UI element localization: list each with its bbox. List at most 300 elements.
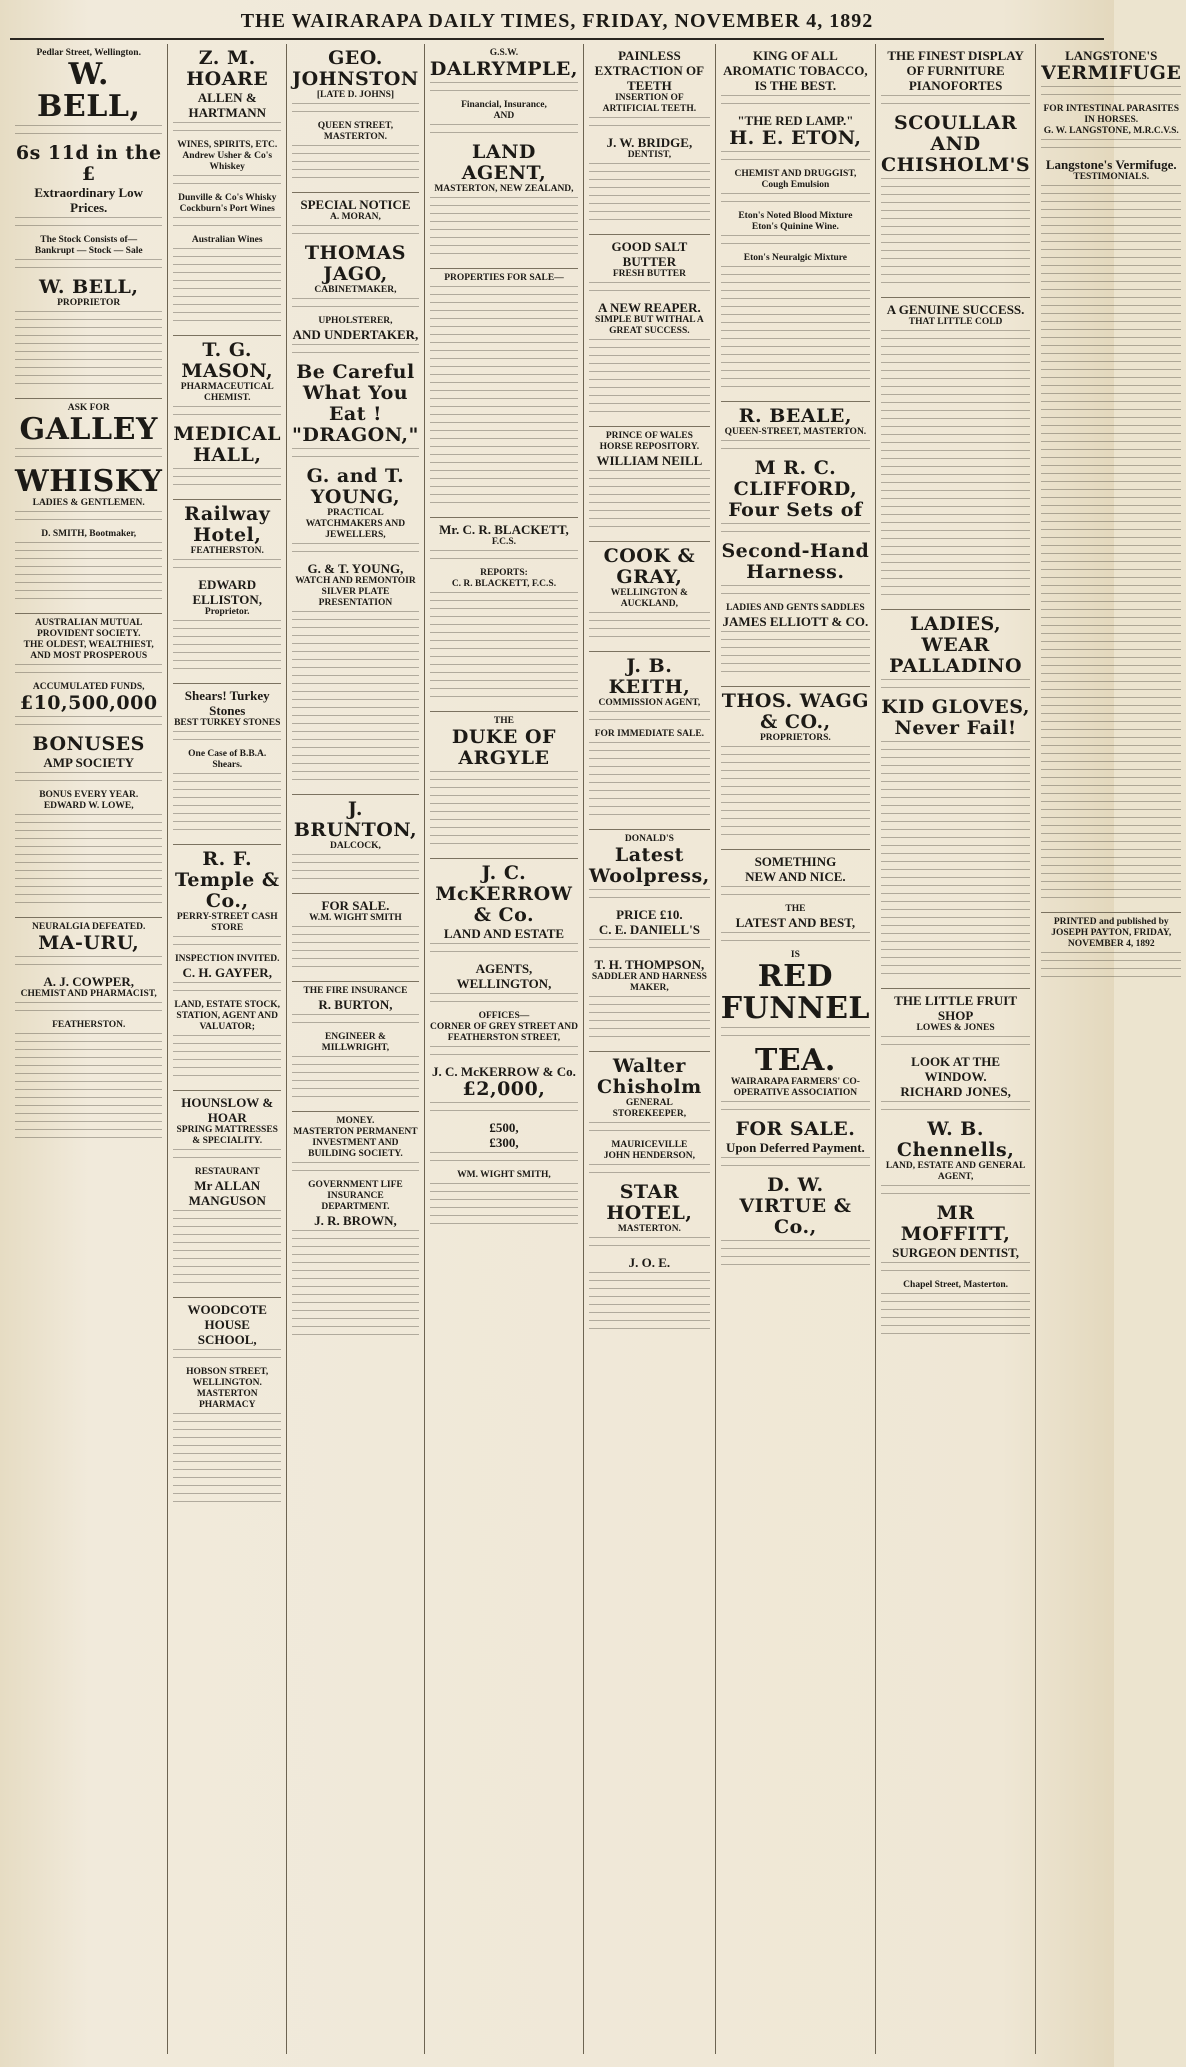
ad-line: PHARMACEUTICAL CHEMIST. <box>180 382 274 403</box>
ad-line: PROPRIETOR <box>57 298 121 308</box>
ad-line: GALLEY <box>19 412 158 447</box>
ad-line: £300, <box>489 1135 519 1150</box>
ad-line: 6s 11d in the £ <box>15 142 162 185</box>
body-text-lines <box>173 1210 281 1290</box>
body-text-lines <box>292 1230 419 1342</box>
ad-line: MASTERTON. <box>617 1224 681 1234</box>
ad-line: THE FIRE INSURANCE <box>303 986 408 996</box>
body-text-lines <box>430 124 578 140</box>
ad-line: PALLADINO <box>889 655 1023 677</box>
ad-line: D. SMITH, Bootmaker, <box>41 529 137 539</box>
ad-line: IS THE BEST. <box>754 78 837 93</box>
body-text-lines <box>173 122 281 138</box>
ad-line: W. BELL, <box>37 57 141 124</box>
ad-line: KID GLOVES, <box>881 696 1030 718</box>
ad-line: MAURICEVILLE <box>611 1140 688 1150</box>
ad-line: COMMISSION AGENT, <box>598 698 701 708</box>
body-text-lines <box>430 943 578 959</box>
ad-line: MASTERTON PHARMACY <box>196 1389 258 1410</box>
body-text-lines <box>721 585 870 601</box>
body-text-lines <box>15 1002 162 1018</box>
ad-line: Mr. C. R. BLACKETT, <box>439 522 569 537</box>
ad-line: LAND, ESTATE AND GENERAL AGENT, <box>885 1161 1026 1182</box>
ad-line: F.C.S. <box>491 537 517 547</box>
advertisement <box>881 989 1030 1348</box>
body-text-lines <box>721 235 870 251</box>
ad-line: Eton's Neuralgic Mixture <box>743 253 848 263</box>
column-6 <box>715 44 875 2054</box>
body-text-lines <box>15 259 162 275</box>
ad-line: AND <box>493 111 515 121</box>
ad-line: J. C. McKERROW & Co. <box>432 1064 576 1079</box>
ad-line: A NEW REAPER. <box>598 300 701 315</box>
advertisement <box>292 1112 419 1349</box>
advertisement <box>430 859 578 1238</box>
ad-line: Cough Emulsion <box>761 180 830 190</box>
body-text-lines <box>430 592 578 704</box>
ad-line: KING OF ALL AROMATIC TOBACCO, <box>723 48 868 78</box>
ad-line: OFFICES— <box>478 1011 530 1021</box>
body-text-lines <box>292 145 419 185</box>
advertisement <box>173 1298 281 1516</box>
ad-line: £10,500,000 <box>19 692 158 714</box>
ad-line: TESTIMONIALS. <box>1073 172 1150 182</box>
body-text-lines <box>173 1149 281 1165</box>
advertisement <box>430 518 578 712</box>
ad-line: WELLINGTON, <box>456 976 552 991</box>
ad-line: D. W. VIRTUE & Co., <box>739 1174 852 1238</box>
advertisement <box>881 298 1030 610</box>
body-text-lines <box>721 193 870 209</box>
ad-line: Australian Wines <box>191 235 263 245</box>
advertisement <box>881 44 1030 298</box>
ad-line: FOR IMMEDIATE SALE. <box>594 729 705 739</box>
body-text-lines <box>881 1293 1030 1341</box>
ad-line: Eton's Quinine Wine. <box>751 222 839 232</box>
body-text-lines <box>430 993 578 1009</box>
body-text-lines <box>881 1036 1030 1052</box>
ad-line: PROPERTIES FOR SALE— <box>444 273 564 283</box>
column-2 <box>167 44 286 2054</box>
ad-line: PRINCE OF WALES HORSE REPOSITORY. <box>599 431 700 452</box>
body-text-lines <box>721 1157 870 1173</box>
ad-line: HOUNSLOW & HOAR <box>181 1095 274 1125</box>
body-text-lines <box>881 1262 1030 1278</box>
advertisement <box>721 687 870 850</box>
body-text-lines <box>15 448 162 464</box>
ad-line: JAMES ELLIOTT & CO. <box>722 614 869 629</box>
ad-line: "DRAGON," <box>292 424 419 446</box>
advertisement <box>589 235 710 427</box>
ad-line: Railway Hotel, <box>184 503 271 546</box>
body-text-lines <box>881 1101 1030 1117</box>
ad-line: LAND, ESTATE STOCK, STATION, AGENT AND VALUATOR; <box>174 1000 281 1032</box>
body-text-lines <box>15 1033 162 1145</box>
ad-line: GENERAL STOREKEEPER, <box>612 1098 687 1119</box>
body-text-lines <box>881 178 1030 290</box>
ad-line: C. H. GAYFER, <box>182 965 272 980</box>
ad-line: WINES, SPIRITS, ETC. <box>177 140 278 150</box>
advertisement <box>721 850 870 1279</box>
ad-line: LAND AGENT, <box>461 141 547 184</box>
body-text-lines <box>589 996 710 1044</box>
advertisement <box>173 1091 281 1298</box>
advertisement <box>292 894 419 982</box>
ad-line: A. J. COWPER, <box>43 974 135 989</box>
ad-line: CABINETMAKER, <box>314 285 397 295</box>
body-text-lines <box>430 286 578 510</box>
ad-line: Chapel Street, Masterton. <box>903 1280 1009 1290</box>
body-text-lines <box>173 773 281 837</box>
ad-line: FEATHERSTON. <box>52 1020 126 1030</box>
body-text-lines <box>881 1185 1030 1201</box>
ad-line: SIMPLE BUT WITHAL A GREAT SUCCESS. <box>595 315 704 336</box>
body-text-lines <box>881 95 1030 111</box>
body-text-lines <box>589 1272 710 1336</box>
ad-line: Andrew Usher & Co's Whiskey <box>182 151 273 172</box>
ad-line: J. R. BROWN, <box>314 1213 397 1228</box>
body-text-lines <box>721 886 870 902</box>
advertisement <box>15 614 162 918</box>
body-text-lines <box>173 620 281 676</box>
body-text-lines <box>173 175 281 191</box>
ad-line: WM. WIGHT SMITH, <box>457 1170 551 1180</box>
ad-line: LADIES, WEAR <box>910 613 1002 656</box>
body-text-lines <box>881 330 1030 602</box>
advertisement <box>721 402 870 687</box>
body-text-lines <box>721 746 870 842</box>
ad-line: DALCOCK, <box>329 841 381 851</box>
ad-line: Never Fail! <box>894 717 1017 739</box>
body-text-lines <box>15 542 162 606</box>
ad-line: WHISKY <box>15 464 163 499</box>
ad-line: THAT LITTLE COLD <box>908 317 1003 327</box>
ad-line: AND UNDERTAKER, <box>292 327 419 342</box>
body-text-lines <box>292 1014 419 1030</box>
ad-line: WOODCOTE HOUSE <box>187 1302 267 1332</box>
ad-line: THE LITTLE FRUIT SHOP <box>894 993 1017 1023</box>
ad-line: R. BEALE, <box>738 405 853 427</box>
ad-line: SOMETHING <box>754 854 837 869</box>
ad-line: G. and T. YOUNG, <box>306 465 405 508</box>
ad-line: Shears! Turkey Stones <box>184 688 270 718</box>
ad-line: G. & T. YOUNG, <box>307 561 404 576</box>
body-text-lines <box>173 1413 281 1509</box>
ad-line: J. B. KEITH, <box>608 655 691 698</box>
body-text-lines <box>430 1046 578 1062</box>
body-text-lines <box>292 611 419 787</box>
advertisement <box>589 1052 710 1343</box>
ad-line: DENTIST, <box>627 150 672 160</box>
body-text-lines <box>173 936 281 952</box>
ad-line: WELLINGTON & AUCKLAND, <box>610 588 688 609</box>
ad-line: W.M. WIGHT SMITH <box>309 913 402 923</box>
ad-line: MONEY. <box>336 1116 375 1126</box>
body-text-lines <box>430 771 578 851</box>
ad-line: LOOK AT THE WINDOW. <box>911 1054 1001 1084</box>
advertisement <box>589 427 710 542</box>
ad-line: H. E. ETON, <box>729 127 862 149</box>
ad-line: THE <box>493 716 514 726</box>
ad-line: Proprietor. <box>204 607 250 617</box>
body-text-lines <box>881 741 1030 981</box>
advertisement <box>881 610 1030 989</box>
body-text-lines <box>589 1237 710 1253</box>
column-4 <box>424 44 583 2054</box>
ad-line: J. O. E. <box>628 1255 671 1270</box>
body-text-lines <box>589 612 710 644</box>
ad-line: Langstone's Vermifuge. <box>1045 157 1177 172</box>
advertisement <box>430 269 578 518</box>
body-text-lines <box>292 1056 419 1104</box>
advertisement <box>430 44 578 269</box>
advertisement <box>721 44 870 402</box>
body-text-lines <box>173 217 281 233</box>
body-text-lines <box>173 559 281 575</box>
column-3 <box>286 44 424 2054</box>
advertisement <box>173 500 281 684</box>
ad-line: THE <box>785 904 806 914</box>
ad-line: IS <box>790 950 800 960</box>
ad-line: LADIES AND GENTS SADDLES <box>726 603 865 613</box>
advertisement <box>589 652 710 830</box>
ad-line: ENGINEER & MILLWRIGHT, <box>321 1032 390 1053</box>
ad-line: CHEMIST AND DRUGGIST, <box>734 169 857 179</box>
ad-line: SPECIAL NOTICE <box>300 197 411 212</box>
ad-line: HOBSON STREET, WELLINGTON. <box>186 1367 269 1388</box>
masthead-title: THE WAIRARAPA DAILY TIMES, FRIDAY, NOVEMBER 4, 1892 <box>240 10 874 32</box>
body-text-lines <box>292 298 419 314</box>
ad-line: PIANOFORTES <box>908 78 1003 93</box>
body-text-lines <box>430 82 578 98</box>
ad-line: EDWARD ELLISTON, <box>192 577 262 607</box>
body-text-lines <box>589 889 710 905</box>
advertisement <box>173 684 281 845</box>
ad-line: Dunville & Co's Whisky <box>178 193 277 203</box>
ad-line: MEDICAL HALL, <box>173 423 282 466</box>
column-7 <box>875 44 1035 2054</box>
ad-line: Extraordinary Low Prices. <box>34 185 144 215</box>
ad-line: ACCUMULATED FUNDS, <box>32 682 145 692</box>
ad-line: G.S.W. <box>489 48 519 58</box>
ad-line: T. G. MASON, <box>181 339 274 382</box>
body-text-lines <box>15 511 162 527</box>
ad-line: LOWES & JONES <box>916 1023 995 1033</box>
ad-line: SADDLER AND HARNESS MAKER, <box>591 972 707 993</box>
body-text-lines <box>15 664 162 680</box>
ad-line: Cockburn's Port Wines <box>179 204 275 214</box>
ad-line: Four Sets of <box>728 499 863 521</box>
body-text-lines <box>292 225 419 241</box>
ad-line: Eton's Noted Blood Mixture <box>738 211 853 221</box>
columns <box>10 44 1182 2054</box>
ad-line: One Case of B.B.A. Shears. <box>188 749 267 770</box>
body-text-lines <box>430 1102 578 1118</box>
ad-line: Financial, Insurance, <box>461 100 547 110</box>
ad-line: QUEEN STREET, MASTERTON. <box>317 121 394 142</box>
ad-line: MASTERTON, NEW ZEALAND, <box>434 184 574 194</box>
ad-line: PRACTICAL WATCHMAKERS AND JEWELLERS, <box>305 508 406 540</box>
column-8 <box>1035 44 1186 2054</box>
ad-line: PRINTED and published by JOSEPH PAYTON, FRIDAY, NOVEMBER 4, 1892 <box>1051 917 1172 949</box>
ad-line: THOS. WAGG & CO., <box>721 690 870 733</box>
ad-line: SCHOOL, <box>197 1332 257 1347</box>
ad-line: G. W. LANGSTONE, M.R.C.V.S. <box>1043 126 1179 136</box>
ad-line: WAIRARAPA FARMERS' CO-OPERATIVE ASSOCIATION <box>730 1077 860 1098</box>
body-text-lines <box>1041 86 1181 102</box>
ad-line: FOR SALE. <box>321 898 390 913</box>
body-text-lines <box>589 282 710 298</box>
body-text-lines <box>721 631 870 679</box>
body-text-lines <box>721 932 870 948</box>
ad-line: C. R. BLACKETT, F.C.S. <box>451 579 557 589</box>
ad-line: MA-URU, <box>38 932 140 954</box>
advertisement <box>292 982 419 1112</box>
ad-line: BONUS EVERY YEAR. <box>39 790 139 800</box>
ad-line: FEATHERSTON. <box>190 546 264 556</box>
body-text-lines <box>1041 139 1181 155</box>
ad-line: £500, <box>489 1120 519 1135</box>
body-text-lines <box>589 117 710 133</box>
body-text-lines <box>173 731 281 747</box>
advertisement <box>1041 913 1181 991</box>
ad-line: LATEST AND BEST, <box>735 915 856 930</box>
body-text-lines <box>173 1349 281 1365</box>
ad-line: MR MOFFITT, <box>900 1202 1011 1245</box>
ad-line: Z. M. HOARE <box>186 47 269 90</box>
body-text-lines <box>292 103 419 119</box>
ad-line: Be Careful What You Eat ! <box>296 361 415 425</box>
ad-line: THE FINEST DISPLAY OF FURNITURE <box>887 48 1024 78</box>
ad-line: DALRYMPLE, <box>429 58 579 80</box>
ad-line: STAR HOTEL, <box>606 1181 693 1224</box>
ad-line: AMP SOCIETY <box>43 755 135 770</box>
advertisement <box>292 795 419 894</box>
ad-line: J. C. McKERROW & Co. <box>435 862 573 926</box>
ad-line: INSPECTION INVITED. <box>174 954 280 964</box>
ad-line: SPRING MATTRESSES & SPECIALITY. <box>176 1125 278 1146</box>
body-text-lines <box>173 982 281 998</box>
body-text-lines <box>589 339 710 419</box>
ad-line: RICHARD JONES, <box>900 1084 1011 1099</box>
body-text-lines <box>721 523 870 539</box>
ad-line: SCOULLAR AND CHISHOLM'S <box>881 112 1031 176</box>
body-text-lines <box>15 772 162 788</box>
body-text-lines <box>589 163 710 227</box>
ad-line: A GENUINE SUCCESS. <box>886 302 1025 317</box>
advertisement <box>173 845 281 1091</box>
body-text-lines <box>15 814 162 910</box>
advertisement <box>589 44 710 235</box>
column-1 <box>10 44 167 2054</box>
advertisement <box>430 712 578 859</box>
body-text-lines <box>589 1164 710 1180</box>
ad-line: PRICE £10. <box>616 907 683 922</box>
body-text-lines <box>589 742 710 822</box>
advertisement <box>1041 44 1181 913</box>
advertisement <box>292 193 419 795</box>
ad-line: NEURALGIA DEFEATED. <box>32 922 146 932</box>
ad-line: WILLIAM NEILL <box>596 453 703 468</box>
ad-line: QUEEN-STREET, MASTERTON. <box>724 427 867 437</box>
ad-line: DUKE OF ARGYLE <box>451 726 557 769</box>
ad-line: TEA. <box>754 1043 836 1078</box>
ad-line: FRESH BUTTER <box>612 269 686 279</box>
ad-line: FOR SALE. <box>735 1118 856 1140</box>
ad-line: RESTAURANT <box>194 1167 260 1177</box>
ad-line: LANGSTONE'S <box>1065 48 1158 63</box>
body-text-lines <box>721 95 870 111</box>
body-text-lines <box>173 248 281 328</box>
ad-line: EDWARD W. LOWE, <box>43 801 134 811</box>
ad-line: Upon Deferred Payment. <box>726 1140 865 1155</box>
advertisement <box>589 542 710 652</box>
ad-line: CORNER OF GREY STREET AND FEATHERSTON STREET, <box>429 1022 578 1043</box>
body-text-lines <box>173 468 281 492</box>
advertisement <box>173 44 281 336</box>
ad-line: C. E. DANIELL'S <box>598 922 700 937</box>
ad-line: Mr ALLAN MANGUSON <box>188 1178 266 1208</box>
ad-line: LADIES & GENTLEMEN. <box>32 498 145 508</box>
body-text-lines <box>430 1183 578 1231</box>
body-text-lines <box>721 1027 870 1043</box>
body-text-lines <box>1041 185 1181 905</box>
ad-line: THOMAS JAGO, <box>304 242 407 285</box>
ad-line: W. BELL, <box>38 276 139 298</box>
ad-line: LAND AND ESTATE <box>443 926 565 941</box>
ad-line: AUSTRALIAN MUTUAL PROVIDENT SOCIETY. <box>35 618 143 639</box>
body-text-lines <box>589 1122 710 1138</box>
ad-line: M R. C. CLIFFORD, <box>733 457 858 500</box>
advertisement <box>15 918 162 1152</box>
body-text-lines <box>15 716 162 732</box>
body-text-lines <box>173 406 281 422</box>
ad-line: Second-Hand <box>721 540 870 562</box>
ad-line: J. BRUNTON, <box>293 798 418 841</box>
body-text-lines <box>15 956 162 972</box>
ad-line: SURGEON DENTIST, <box>892 1245 1020 1260</box>
ad-line: Bankrupt — Stock — Sale <box>34 246 143 256</box>
body-text-lines <box>292 854 419 886</box>
ad-line: R. F. Temple & Co., <box>174 848 280 912</box>
ad-line: ALLEN & HARTMANN <box>188 90 266 120</box>
ad-line: GEO. JOHNSTON <box>292 47 419 90</box>
body-text-lines <box>721 1240 870 1272</box>
ad-line: FOR INTESTINAL PARASITES IN HORSES. <box>1043 104 1180 125</box>
ad-line: BEST TURKEY STONES <box>174 718 281 728</box>
ad-line: VERMIFUGE <box>1041 62 1182 84</box>
body-text-lines <box>292 1162 419 1178</box>
ad-line: NEW AND NICE. <box>745 869 846 884</box>
ad-line: Harness. <box>746 561 845 583</box>
body-text-lines <box>292 448 419 464</box>
body-text-lines <box>15 311 162 391</box>
body-text-lines <box>292 543 419 559</box>
advertisement <box>292 44 419 193</box>
ad-line: CHEMIST AND PHARMACIST, <box>20 989 157 999</box>
body-text-lines <box>589 470 710 534</box>
ad-line: £2,000, <box>462 1078 546 1100</box>
body-text-lines <box>430 197 578 261</box>
masthead <box>10 10 1104 40</box>
body-text-lines <box>721 440 870 456</box>
ad-line: [LATE D. JOHNS] <box>316 90 395 100</box>
ad-line: "THE RED LAMP." <box>737 113 854 128</box>
ad-line: GOOD SALT BUTTER <box>611 239 688 269</box>
body-text-lines <box>292 344 419 360</box>
ad-line: JOHN HENDERSON, <box>603 1151 696 1161</box>
ad-line: GOVERNMENT LIFE INSURANCE DEPARTMENT. <box>308 1180 403 1212</box>
